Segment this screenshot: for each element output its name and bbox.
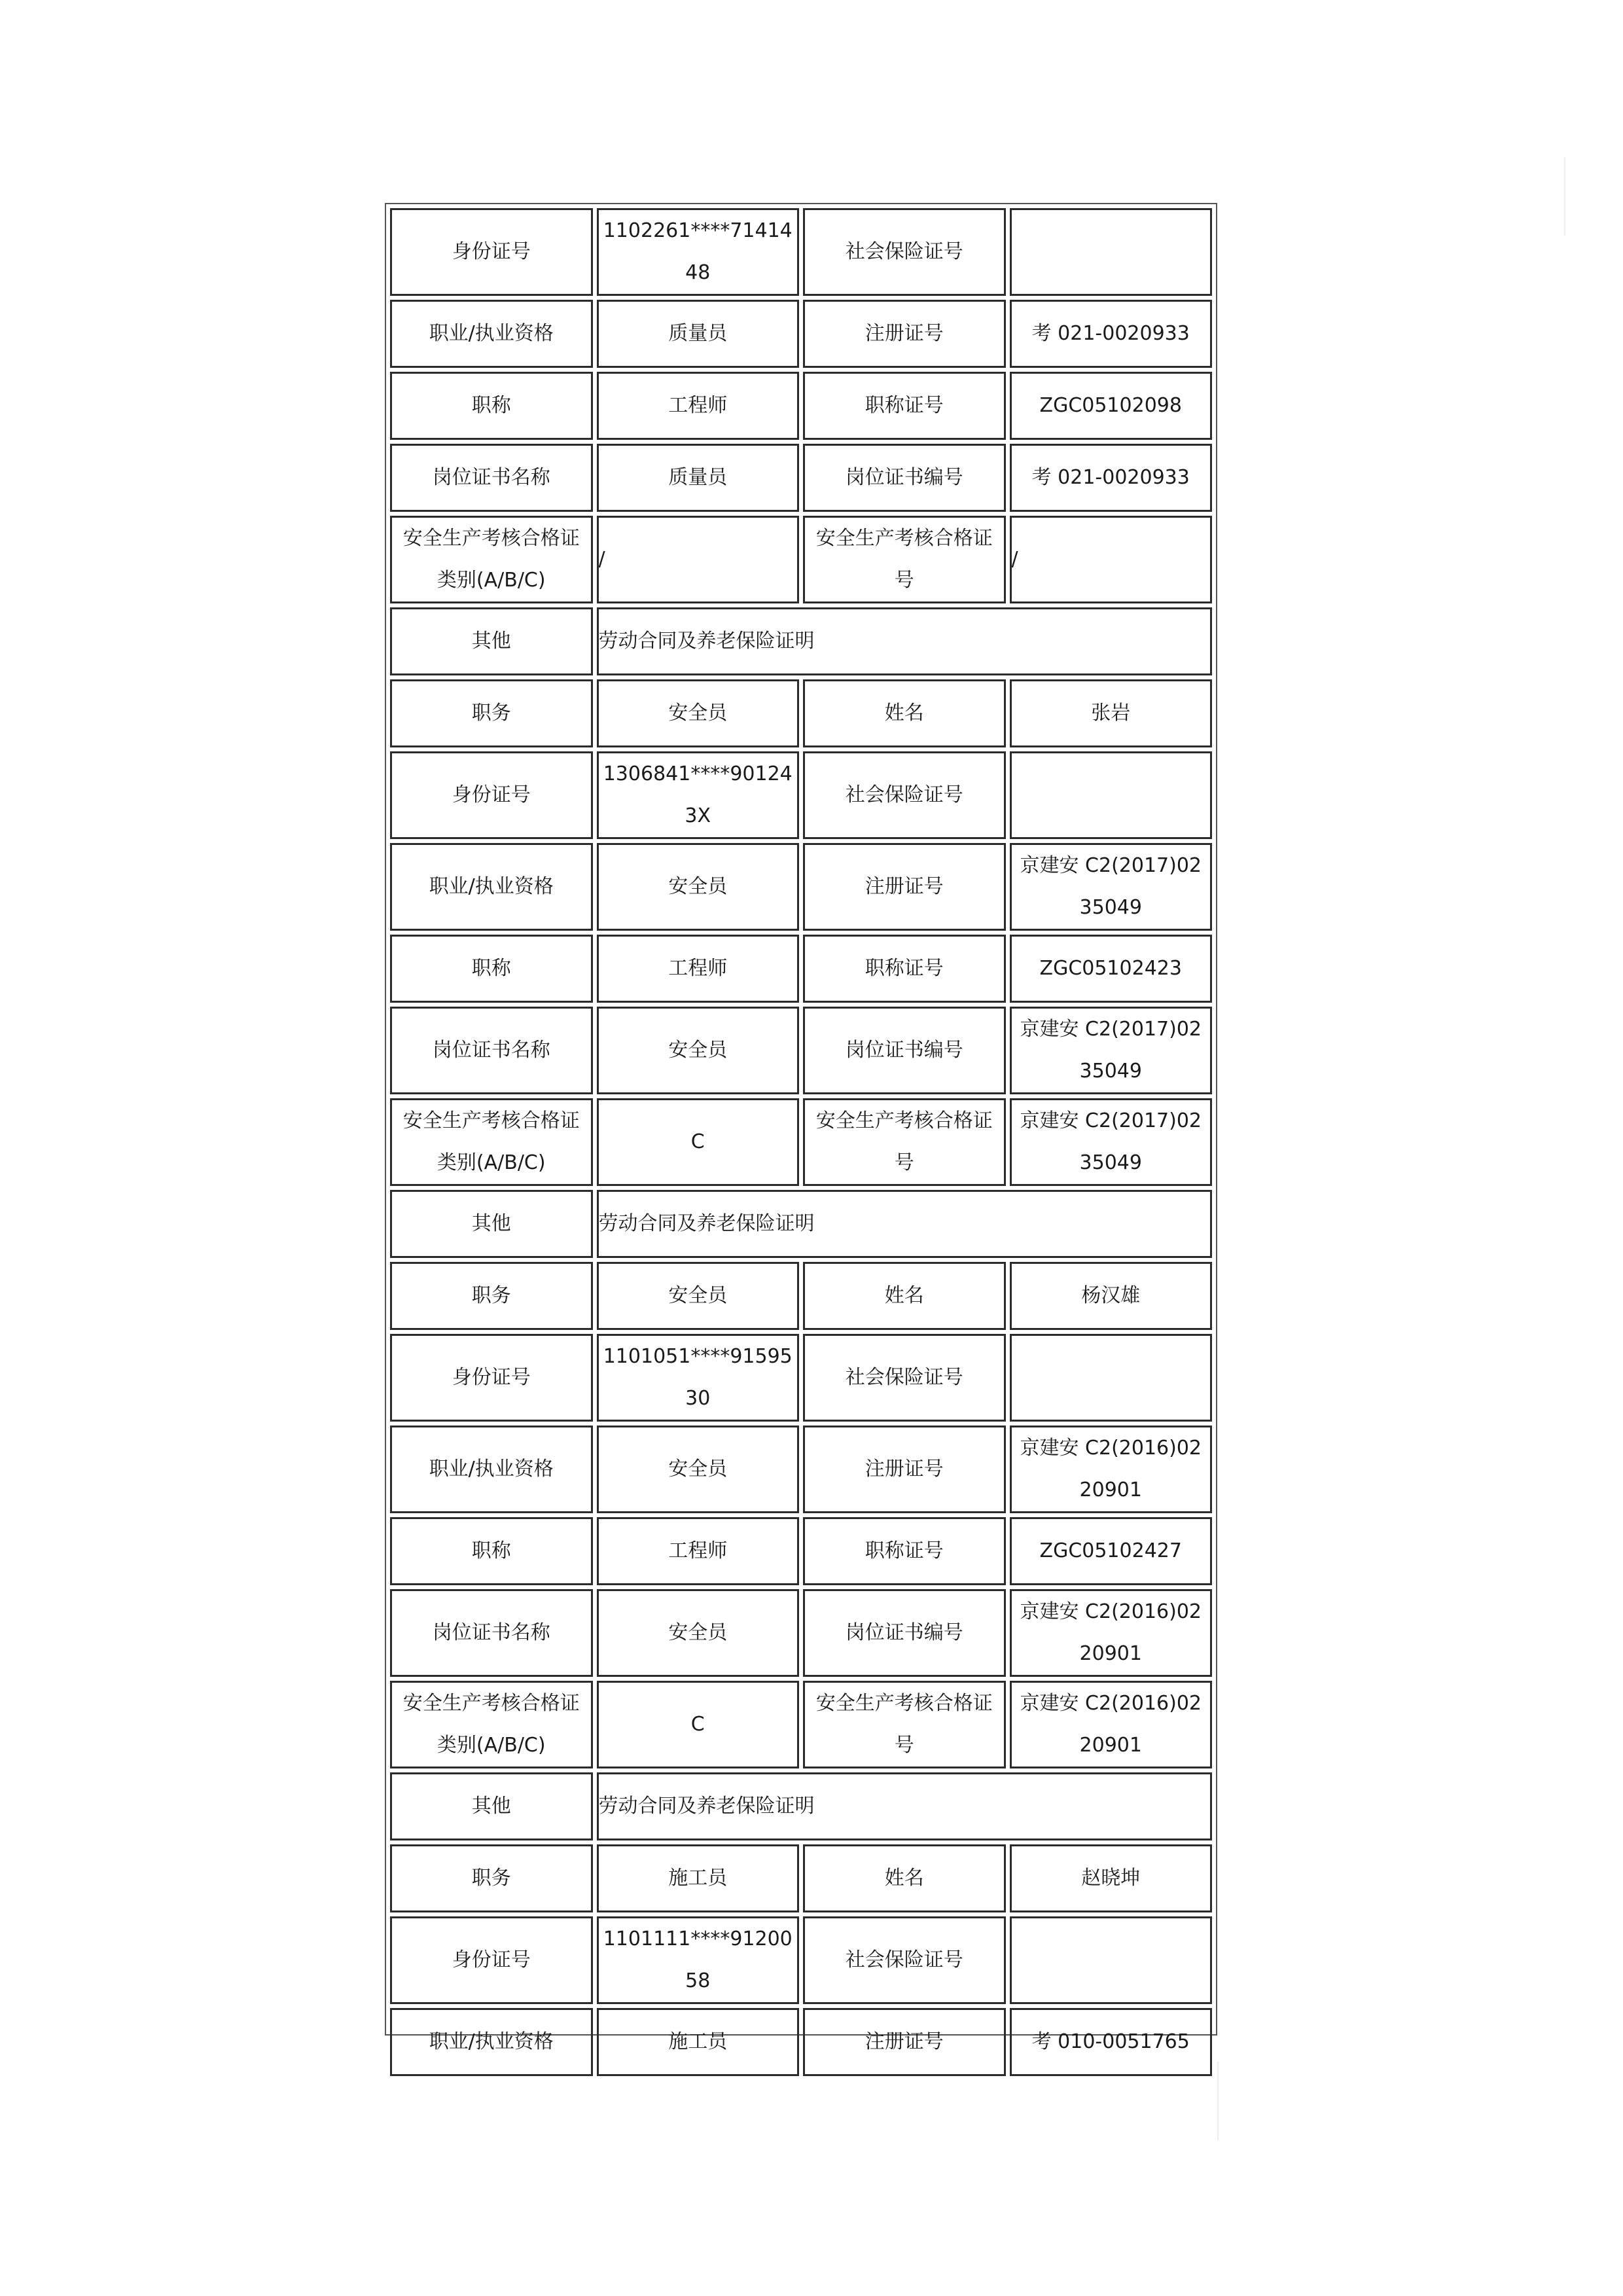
field-value: 京建安 C2(2017)0235049 <box>1010 843 1213 931</box>
table-row <box>390 751 1212 839</box>
field-label: 姓名 <box>803 1262 1006 1330</box>
field-value: ZGC05102423 <box>1010 935 1213 1003</box>
field-label: 职称 <box>390 1517 593 1585</box>
field-value <box>1010 1334 1213 1422</box>
field-label: 社会保险证号 <box>803 208 1006 296</box>
field-label: 安全生产考核合格证号 <box>803 1098 1006 1186</box>
table-row <box>390 1190 1212 1258</box>
field-value: 劳动合同及养老保险证明 <box>597 607 1213 675</box>
field-value: 考 021-0020933 <box>1010 300 1213 368</box>
field-label: 岗位证书编号 <box>803 1589 1006 1677</box>
field-label: 职务 <box>390 1844 593 1912</box>
field-value: 工程师 <box>597 935 800 1003</box>
field-label: 身份证号 <box>390 1334 593 1422</box>
field-label: 职业/执业资格 <box>390 843 593 931</box>
field-value: 安全员 <box>597 1589 800 1677</box>
table-row <box>390 372 1212 440</box>
field-value: 质量员 <box>597 444 800 512</box>
field-value: ZGC05102098 <box>1010 372 1213 440</box>
field-value: 1101111****9120058 <box>597 1916 800 2004</box>
field-label: 注册证号 <box>803 843 1006 931</box>
field-label: 职业/执业资格 <box>390 300 593 368</box>
field-label: 职务 <box>390 1262 593 1330</box>
field-label: 职务 <box>390 679 593 747</box>
field-label: 职称证号 <box>803 372 1006 440</box>
table-row <box>390 1334 1212 1422</box>
field-value: 京建安 C2(2017)0235049 <box>1010 1007 1213 1094</box>
table-row <box>390 1007 1212 1094</box>
table-row <box>390 300 1212 368</box>
field-value: / <box>1010 516 1213 603</box>
field-value <box>1010 751 1213 839</box>
field-label: 其他 <box>390 1772 593 1840</box>
field-value: 京建安 C2(2016)0220901 <box>1010 1589 1213 1677</box>
field-label: 职称 <box>390 372 593 440</box>
field-label: 岗位证书名称 <box>390 444 593 512</box>
field-value: 安全员 <box>597 679 800 747</box>
table-row <box>390 843 1212 931</box>
field-value: 杨汉雄 <box>1010 1262 1213 1330</box>
field-label: 安全生产考核合格证类别(A/B/C) <box>390 1681 593 1768</box>
table-body <box>390 208 1212 2076</box>
table-row <box>390 1098 1212 1186</box>
field-label: 安全生产考核合格证类别(A/B/C) <box>390 1098 593 1186</box>
field-label: 其他 <box>390 1190 593 1258</box>
field-label: 姓名 <box>803 679 1006 747</box>
field-value: 赵晓坤 <box>1010 1844 1213 1912</box>
field-label: 姓名 <box>803 1844 1006 1912</box>
table-row <box>390 1916 1212 2004</box>
table-row <box>390 1589 1212 1677</box>
field-label: 社会保险证号 <box>803 1334 1006 1422</box>
field-value: 安全员 <box>597 1262 800 1330</box>
staff-qualification-table <box>386 204 1216 2080</box>
field-label: 社会保险证号 <box>803 751 1006 839</box>
field-value: C <box>597 1098 800 1186</box>
table-row <box>390 208 1212 296</box>
field-value: 施工员 <box>597 1844 800 1912</box>
field-label: 注册证号 <box>803 2008 1006 2076</box>
field-value: 劳动合同及养老保险证明 <box>597 1190 1213 1258</box>
field-value: 考 010-0051765 <box>1010 2008 1213 2076</box>
field-value: 工程师 <box>597 372 800 440</box>
field-value: ZGC05102427 <box>1010 1517 1213 1585</box>
field-label: 职称证号 <box>803 1517 1006 1585</box>
field-label: 岗位证书名称 <box>390 1007 593 1094</box>
field-value: 京建安 C2(2017)0235049 <box>1010 1098 1213 1186</box>
field-label: 岗位证书编号 <box>803 444 1006 512</box>
field-value: 1102261****7141448 <box>597 208 800 296</box>
field-value: 劳动合同及养老保险证明 <box>597 1772 1213 1840</box>
field-value: 工程师 <box>597 1517 800 1585</box>
field-label: 注册证号 <box>803 1426 1006 1513</box>
table-row <box>390 2008 1212 2076</box>
field-value: C <box>597 1681 800 1768</box>
table-row <box>390 1262 1212 1330</box>
field-label: 其他 <box>390 607 593 675</box>
field-value: 安全员 <box>597 843 800 931</box>
field-value: 1306841****901243X <box>597 751 800 839</box>
field-label: 岗位证书名称 <box>390 1589 593 1677</box>
field-label: 安全生产考核合格证类别(A/B/C) <box>390 516 593 603</box>
field-label: 职业/执业资格 <box>390 2008 593 2076</box>
field-value: 京建安 C2(2016)0220901 <box>1010 1681 1213 1768</box>
field-label: 岗位证书编号 <box>803 1007 1006 1094</box>
field-value <box>1010 208 1213 296</box>
table-row <box>390 444 1212 512</box>
field-value: 施工员 <box>597 2008 800 2076</box>
field-label: 安全生产考核合格证号 <box>803 1681 1006 1768</box>
table-row <box>390 1844 1212 1912</box>
field-value: 质量员 <box>597 300 800 368</box>
table-row <box>390 607 1212 675</box>
field-value <box>1010 1916 1213 2004</box>
field-label: 安全生产考核合格证号 <box>803 516 1006 603</box>
field-value: / <box>597 516 800 603</box>
field-label: 注册证号 <box>803 300 1006 368</box>
field-label: 社会保险证号 <box>803 1916 1006 2004</box>
table-row <box>390 1681 1212 1768</box>
scan-edge-mark <box>1564 157 1565 236</box>
field-value: 安全员 <box>597 1426 800 1513</box>
field-label: 职称证号 <box>803 935 1006 1003</box>
table-row <box>390 516 1212 603</box>
table-row <box>390 1426 1212 1513</box>
table-row <box>390 1772 1212 1840</box>
field-label: 身份证号 <box>390 1916 593 2004</box>
field-value: 安全员 <box>597 1007 800 1094</box>
staff-qualification-sheet <box>385 203 1217 2053</box>
field-label: 职业/执业资格 <box>390 1426 593 1513</box>
field-value: 京建安 C2(2016)0220901 <box>1010 1426 1213 1513</box>
field-label: 身份证号 <box>390 751 593 839</box>
table-row <box>390 679 1212 747</box>
field-label: 职称 <box>390 935 593 1003</box>
field-value: 考 021-0020933 <box>1010 444 1213 512</box>
field-value: 张岩 <box>1010 679 1213 747</box>
field-value: 1101051****9159530 <box>597 1334 800 1422</box>
scan-edge-mark <box>1217 2062 1219 2140</box>
table-row <box>390 1517 1212 1585</box>
field-label: 身份证号 <box>390 208 593 296</box>
table-row <box>390 935 1212 1003</box>
